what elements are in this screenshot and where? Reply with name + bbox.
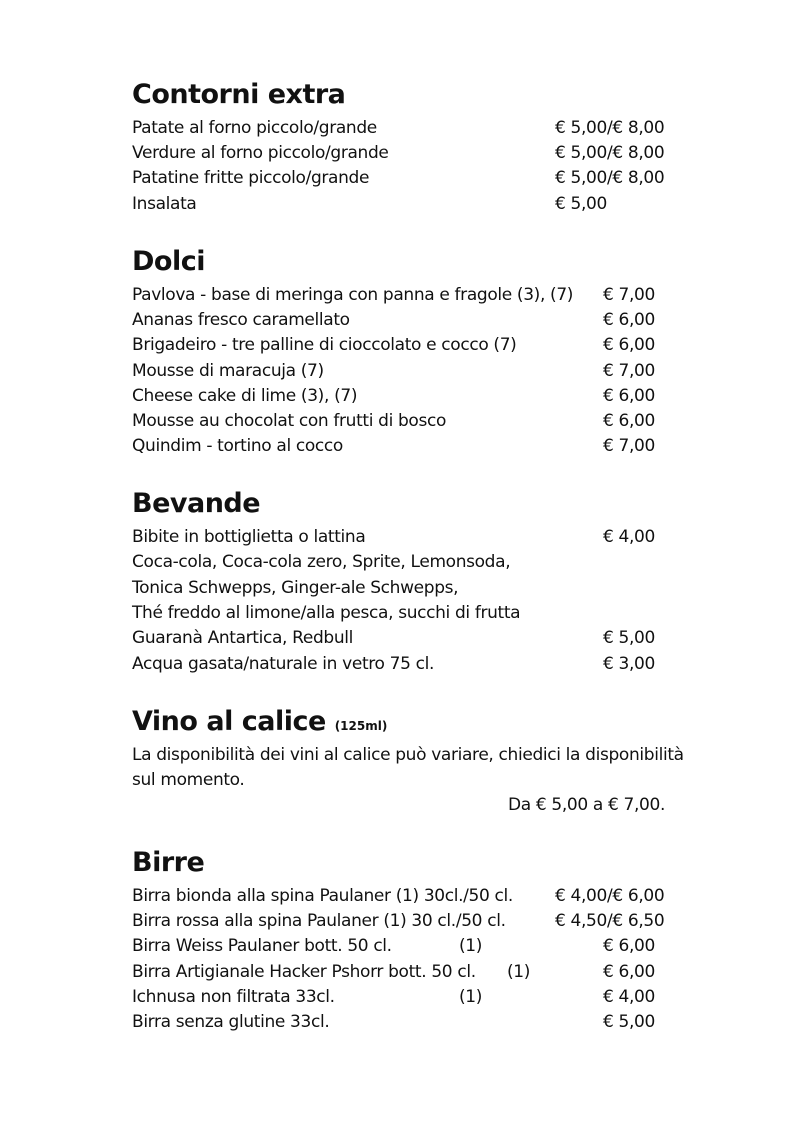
menu-item-name: Birra Artigianale Hacker Pshorr bott. 50 cl. [132,962,476,982]
menu-item-allergen: (1) [459,936,483,956]
menu-item-name: Ichnusa non filtrata 33cl. [132,987,335,1007]
section-title-vino-text: Vino al calice [132,706,326,737]
menu-item-name: Insalata [132,194,197,214]
menu-item-name: Tonica Schwepps, Ginger-ale Schwepps, [132,578,459,598]
menu-item-price: € 5,00/€ 8,00 [555,118,665,138]
vino-description-line: sul momento. [132,770,245,790]
menu-item-price: € 3,00 [603,654,655,674]
menu-item-name: Bibite in bottiglietta o lattina [132,527,366,547]
section-title-vino-note: (125ml) [334,719,388,733]
menu-item-name: Birra rossa alla spina Paulaner (1) 30 cl./50 cl. [132,911,506,931]
section-title-birre: Birre [132,847,205,878]
vino-price-range: Da € 5,00 a € 7,00. [508,795,666,815]
menu-item-price: € 7,00 [603,361,655,381]
menu-item-price: € 5,00/€ 8,00 [555,143,665,163]
menu-item-price: € 5,00 [603,1012,655,1032]
section-title-contorni: Contorni extra [132,79,346,110]
menu-item-allergen: (1) [459,987,483,1007]
menu-item-name: Cheese cake di lime (3), (7) [132,386,358,406]
menu-item-price: € 5,00 [603,628,655,648]
menu-item-name: Birra Weiss Paulaner bott. 50 cl. [132,936,392,956]
section-title-dolci: Dolci [132,246,205,277]
section-title-vino [132,706,387,742]
menu-item-price: € 6,00 [603,310,655,330]
menu-item-price: € 7,00 [603,285,655,305]
menu-item-name: Mousse au chocolat con frutti di bosco [132,411,447,431]
menu-item-price: € 6,00 [603,962,655,982]
menu-item-name: Patate al forno piccolo/grande [132,118,377,138]
menu-item-price: € 4,50/€ 6,50 [555,911,665,931]
menu-item-name: Brigadeiro - tre palline di cioccolato e cocco (7) [132,335,517,355]
menu-item-name: Quindim - tortino al cocco [132,436,343,456]
menu-item-price: € 6,00 [603,936,655,956]
menu-item-name: Patatine fritte piccolo/grande [132,168,370,188]
vino-description-line: La disponibilità dei vini al calice può variare, chiedici la disponibilità [132,745,684,765]
menu-item-price: € 4,00 [603,527,655,547]
menu-item-allergen: (1) [507,962,531,982]
menu-item-price: € 6,00 [603,335,655,355]
menu-item-price: € 5,00/€ 8,00 [555,168,665,188]
menu-item-name: Birra bionda alla spina Paulaner (1) 30cl./50 cl. [132,886,513,906]
menu-item-price: € 4,00 [603,987,655,1007]
menu-item-name: Birra senza glutine 33cl. [132,1012,330,1032]
menu-item-price: € 6,00 [603,386,655,406]
menu-item-name: Coca-cola, Coca-cola zero, Sprite, Lemonsoda, [132,552,511,572]
menu-item-name: Mousse di maracuja (7) [132,361,324,381]
menu-item-name: Acqua gasata/naturale in vetro 75 cl. [132,654,435,674]
section-title-bevande: Bevande [132,488,261,519]
menu-item-name: Guaranà Antartica, Redbull [132,628,354,648]
menu-item-price: € 6,00 [603,411,655,431]
menu-item-name: Pavlova - base di meringa con panna e fragole (3), (7) [132,285,574,305]
menu-item-price: € 5,00 [555,194,607,214]
menu-item-name: Verdure al forno piccolo/grande [132,143,389,163]
menu-item-price: € 4,00/€ 6,00 [555,886,665,906]
menu-item-name: Ananas fresco caramellato [132,310,350,330]
menu-item-price: € 7,00 [603,436,655,456]
menu-item-name: Thé freddo al limone/alla pesca, succhi di frutta [132,603,521,623]
